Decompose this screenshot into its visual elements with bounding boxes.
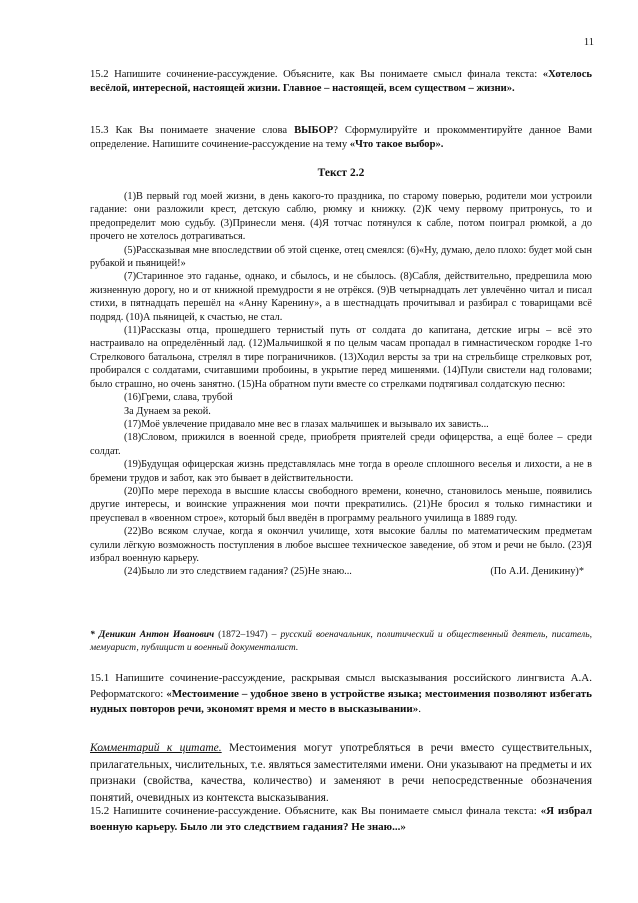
paragraph: (11)Рассказы отца, прошедшего тернистый путь от солдата до капитана, детские игры – всё это настраивало на определённый лад. (12)Мальчишкой я по целым часам пропадал в гимнастическом городке 1-го Стрелкового батальона, стрелял в тире пограничников. (13)Ходил версты за три на стрельбище стрелковых рот, пробирался с солдатами, считавшими пробоины, в укрытие перед мишенями. (14)Пули свистели над головами; было страшно, но очень занятно. (15)На обратном пути вместе со стрелками подтягивал солдатскую песню: xyxy=(90,325,592,390)
question-15-1: 15.1 Напишите сочинение-рассуждение, раскрывая смысл высказывания российского лингвиста А.А. Реформатского: «Местоимение – удобное звено в устройстве языка; местоимения позволяют избегать нудных повторов речи, экономят время и место в высказывании». xyxy=(90,672,592,715)
paragraph: (22)Во всяком случае, когда я окончил училище, хотя высокие баллы по математическим предметам сулили лёгкую возможность поступления в любое высшее техническое заведение, об этом и речи не было. (23)Я избрал военную карьеру. xyxy=(90,526,592,564)
footnote-years: (1872–1947) xyxy=(218,629,268,640)
paragraph: (20)По мере перехода в высшие классы свободного времени, конечно, становилось меньше, появились другие интересы, и воинские упражнения мои почти прекратились. (21)Не бросил я только гимнастики и преуспевал в «военном строе», который был введён в программу реального училища в 1889 году. xyxy=(90,485,592,524)
keyword: ВЫБОР xyxy=(294,125,334,136)
question-text-2: ? Сформулируйте и прокомментируйте данное Вами определение. Напишите сочинение-рассуждение на тему xyxy=(90,125,592,150)
paragraph: (5)Рассказывая мне впоследствии об этой сценке, отец смеялся: (6)«Ну, думаю, дело плохо: будет мой сын рубакой и пьяницей!» xyxy=(90,244,592,270)
paragraph: (18)Словом, прижился в военной среде, приобретя приятелей среди офицерства, а ещё более – среди солдат. xyxy=(90,432,592,457)
footnote-name: * Деникин Антон Иванович xyxy=(90,629,215,640)
commentary-text: Местоимения могут употребляться в речи вместо существительных, прилагательных, числительных, т.е. являться заместителями имени. Они указывают на предметы и их признаки (свойства, качества, количество) и заменяют в речи непосредственные обозначения понятий, очевидных из контекста высказывания. xyxy=(90,742,592,804)
attribution: (По А.И. Деникину)* xyxy=(490,566,584,578)
song-lines xyxy=(90,391,592,418)
final-line-row xyxy=(90,565,592,578)
question-quote: «Хотелось весёлой, интересной, настоящей жизни. Главное – настоящей, всем существом – жизни». xyxy=(90,69,592,94)
question-15-3 xyxy=(90,124,592,152)
paragraph: (7)Старинное это гаданье, однако, и сбылось, и не сбылось. (8)Сабля, действительно, предрешила мою жизненную дорогу, но и от книжной премудрости я не отрёкся. (9)В четырнадцать лет увлечённо читал и писал стихи, в пятнадцать перешёл на «Анну Каренину», а в шестнадцать прочитывал и разбирал с товарищами всё подряд. (10)А пьяницей, к счастью, не стал. xyxy=(90,271,592,323)
question-text: 15.3 Как Вы понимаете значение слова xyxy=(90,125,295,136)
paragraph: (19)Будущая офицерская жизнь представлялась мне тогда в ореоле сплошного веселья и лихости, а не в бремени трудов и забот, как это бывает в действительности. xyxy=(90,459,592,484)
question-15-2 xyxy=(90,68,592,96)
commentary-label: Комментарий к цитате. xyxy=(90,742,222,754)
commentary xyxy=(90,740,592,806)
text-title: Текст 2.2 xyxy=(317,167,365,179)
paragraph: (1)В первый год моей жизни, в день какого-то праздника, по старому поверью, родители мои устроили гадание: они разложили крест, детскую саблю, рюмку и книжку. (2)К чему первому притронусь, то и предопределит мою судьбу. (3)Принесли меня. (4)Я тотчас потянулся к сабле, потом поиграл рюмкой, а до прочего не хотелось дотрагиваться. xyxy=(90,191,592,243)
final-line: (24)Было ли это следствием гадания? (25)Не знаю... xyxy=(124,566,352,578)
question-quote: «Я избрал военную карьеру. Было ли это следствием гадания? Не знаю...» xyxy=(90,805,592,833)
paragraph: (17)Моё увлечение придавало мне вес в глазах мальчишек и вызывало их зависть... xyxy=(124,418,489,430)
question-15-2-final xyxy=(90,804,592,835)
footnote xyxy=(90,628,592,654)
question-text: 15.2 Напишите сочинение-рассуждение. Объясните, как Вы понимаете смысл финала текста: xyxy=(90,805,541,817)
song-line: За Дунаем за рекой. xyxy=(124,405,211,417)
song-line: (16)Греми, слава, трубой xyxy=(124,392,233,404)
question-quote: «Местоимение – удобное звено в устройстве языка; местоимения позволяют избегать нудных повторов речи, экономят время и место в высказывании» xyxy=(90,687,592,715)
footnote-desc: – русский военачальник, политический и общественный деятель, писатель, мемуарист, публицист и военный документалист. xyxy=(90,629,592,653)
question-text: 15.1 Напишите сочинение-рассуждение, раскрывая смысл высказывания российского лингвиста А.А. Реформатского: xyxy=(90,672,592,700)
question-text: 15.2 Напишите сочинение-рассуждение. Объясните, как Вы понимаете смысл финала текста: xyxy=(90,69,543,80)
page-number: 11 xyxy=(583,37,594,48)
main-text xyxy=(90,190,592,579)
essay-topic: «Что такое выбор». xyxy=(349,139,444,150)
